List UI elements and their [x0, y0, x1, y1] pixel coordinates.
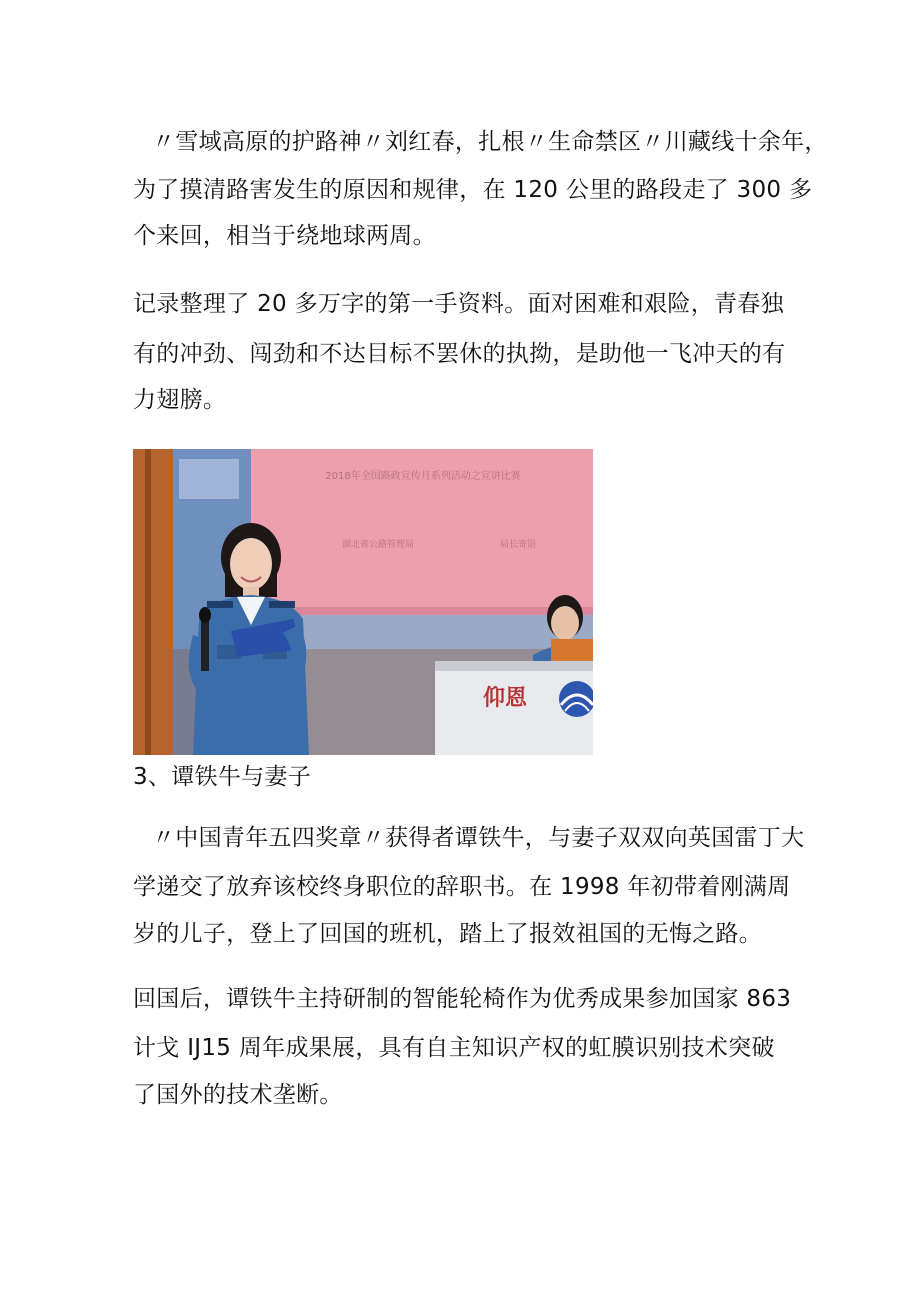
paragraph-4-line-2: 计戈 IJ15 周年成果展，具有自主知识产权的虹膜识别技术突破 — [133, 1035, 775, 1061]
paragraph-1-line-2: 为了摸清路害发生的原因和规律，在 120 公里的路段走了 300 多 — [133, 177, 813, 203]
paragraph-3-line-2: 学递交了放弃该校终身职位的辞职书。在 1998 年初带着刚满周 — [133, 874, 791, 900]
paragraph-1-line-3: 个来回，相当于绕地球两周。 — [133, 223, 436, 249]
paragraph-2-line-1: 记录整理了 20 多万字的第一手资料。面对困难和艰险，青春独 — [133, 291, 784, 317]
banner-subtitle: 湖北省公路管理局 — [341, 540, 415, 550]
banner-title: 2018年全国路政宣传月系列活动之宣讲比赛 — [325, 471, 521, 482]
speech-photo — [133, 449, 593, 755]
paragraph-4-line-1: 回国后，谭铁牛主持研制的智能轮椅作为优秀成果参加国家 863 — [133, 986, 792, 1012]
paragraph-3-line-1: 〃中国青年五四奖章〃获得者谭铁牛，与妻子双双向英国雷丁大 — [152, 825, 805, 851]
paragraph-4-line-3: 了国外的技术垄断。 — [133, 1082, 343, 1108]
paragraph-2-line-2: 有的冲劲、闯劲和不达目标不罢休的执拗，是助他一飞冲天的有 — [133, 341, 786, 367]
paragraph-3-line-3: 岁的儿子，登上了回国的班机，踏上了报效祖国的无悔之路。 — [133, 921, 763, 947]
podium-logo-text: 仰恩 — [482, 685, 528, 711]
paragraph-1-line-1: 〃雪域高原的护路神〃刘红春，扎根〃生命禁区〃川藏线十余年， — [152, 129, 828, 155]
banner-tag: 局长寄语 — [499, 540, 537, 550]
paragraph-2-line-3: 力翅膀。 — [133, 387, 227, 413]
section-heading: 3、谭铁牛与妻子 — [133, 764, 312, 790]
